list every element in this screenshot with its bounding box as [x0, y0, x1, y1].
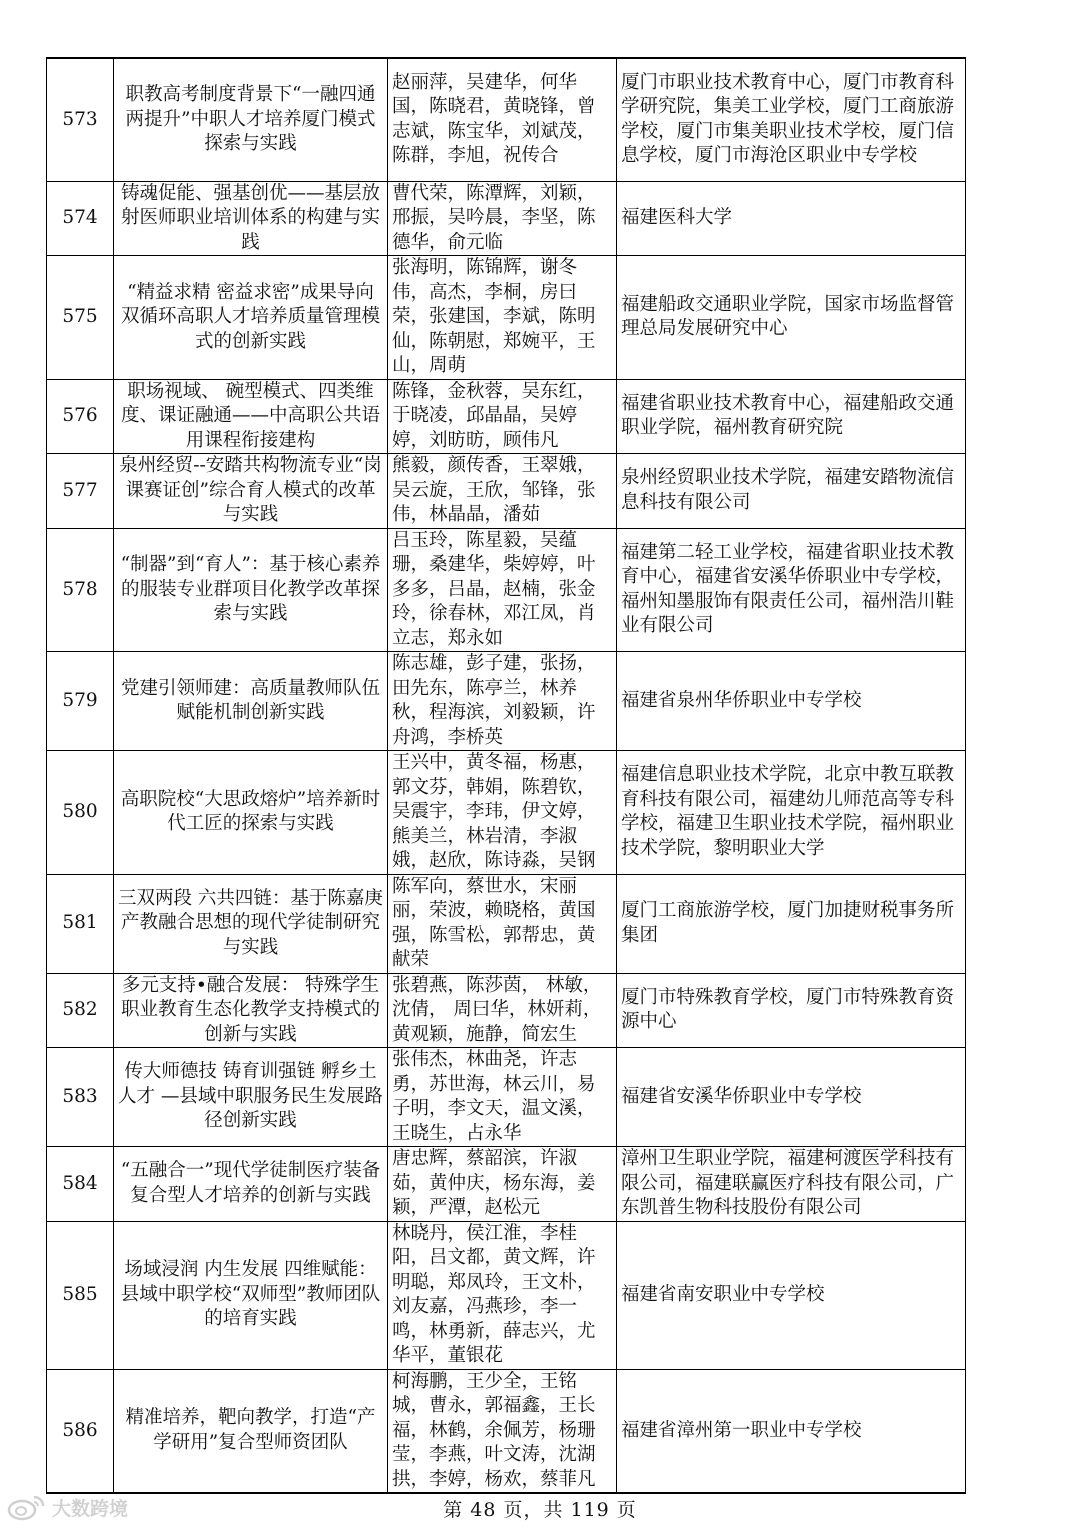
institutions: 厦门市特殊教育学校，厦门市特殊教育资源中心 — [617, 973, 966, 1048]
team-members: 张海明，陈锦辉，谢冬伟，高杰，李桐，房曰荣，张建国，李斌，陈明仙，陈朝慰，郑婉平，王山，周萌 — [388, 256, 617, 380]
team-members: 熊毅，颜传香，王翠娥，吴云旋，王欣，邹锋，张伟，林晶晶，潘茹 — [388, 454, 617, 529]
row-number: 573 — [47, 58, 114, 181]
table-row — [47, 751, 966, 875]
table-row — [47, 454, 966, 529]
row-number: 581 — [47, 874, 114, 973]
page-number-footer: 第 48 页，共 119 页 — [443, 1499, 637, 1521]
team-members: 林晓丹，侯江淮，李桂阳，吕文都，黄文辉，许明聪，郑凤玲，王文朴，刘友嘉，冯燕珍，李一鸣，林勇新，薛志兴，尤华平，董银花 — [388, 1221, 617, 1369]
row-number: 586 — [47, 1369, 114, 1493]
institutions: 泉州经贸职业技术学院，福建安踏物流信息科技有限公司 — [617, 454, 966, 529]
table-row — [47, 1369, 966, 1493]
institutions: 厦门工商旅游学校，厦门加捷财税事务所集团 — [617, 874, 966, 973]
institutions: 厦门市职业技术教育中心，厦门市教育科学研究院，集美工业学校，厦门工商旅游学校，厦门市集美职业技术学校，厦门信息学校，厦门市海沧区职业中专学校 — [617, 58, 966, 181]
project-title: 泉州经贸--安踏共构物流专业“岗课赛证创”综合育人模式的改革与实践 — [114, 454, 388, 529]
institutions: 福建医科大学 — [617, 181, 966, 256]
institutions: 福建省泉州华侨职业中专学校 — [617, 652, 966, 751]
team-members: 张伟杰，林曲尧，许志勇，苏世海，林云川，易子明，李文天，温文溪，王晓生，占永华 — [388, 1048, 617, 1147]
team-members: 陈锋，金秋蓉，吴东红，于晓凌，邱晶晶，吴婷婷，刘昉昉，顾伟凡 — [388, 379, 617, 454]
project-title: 精准培养，靶向教学，打造“产学研用”复合型师资团队 — [114, 1369, 388, 1493]
table-row — [47, 379, 966, 454]
team-members: 曹代荣，陈潭辉，刘颖，邢振，吴吟晨，李坚，陈德华，俞元临 — [388, 181, 617, 256]
team-members: 张碧燕，陈莎茵， 林敏，沈倩， 周曰华，林妍莉，黄观颖，施静，简宏生 — [388, 973, 617, 1048]
row-number: 584 — [47, 1147, 114, 1222]
institutions: 福建省漳州第一职业中专学校 — [617, 1369, 966, 1493]
table-body — [47, 58, 966, 1493]
table-row — [47, 1048, 966, 1147]
row-number: 582 — [47, 973, 114, 1048]
team-members: 陈军向，蔡世水，宋丽丽，荣波，赖晓格，黄国强，陈雪松，郭帮忠，黄献荣 — [388, 874, 617, 973]
project-title: 多元支持•融合发展： 特殊学生职业教育生态化教学支持模式的创新与实践 — [114, 973, 388, 1048]
team-members: 柯海鹏，王少全，王铭城，曹永，郭福鑫，王长福，林鹤，余佩芳，杨珊莹，李燕，叶文涛，沈湖拱，李婷，杨欢，蔡菲凡 — [388, 1369, 617, 1493]
institutions: 福建省安溪华侨职业中专学校 — [617, 1048, 966, 1147]
project-title: 传大师德技 铸育训强链 孵乡土人才 —县域中职服务民生发展路径创新实践 — [114, 1048, 388, 1147]
institutions: 福建省职业技术教育中心，福建船政交通职业学院，福州教育研究院 — [617, 379, 966, 454]
project-title: 职场视域、 碗型模式、四类维度、课证融通——中高职公共语用课程衔接建构 — [114, 379, 388, 454]
project-title: 三双两段 六共四链：基于陈嘉庚产教融合思想的现代学徒制研究与实践 — [114, 874, 388, 973]
projects-table — [46, 57, 966, 1494]
team-members: 唐忠辉，蔡韶滨，许淑茹，黄仲庆，杨东海，姜颖，严潭，赵松元 — [388, 1147, 617, 1222]
row-number: 585 — [47, 1221, 114, 1369]
row-number: 574 — [47, 181, 114, 256]
row-number: 580 — [47, 751, 114, 875]
team-members: 陈志雄，彭子建，张扬，田先东，陈亭兰，林养秋，程海滨，刘毅颖，许舟鸿，李桥英 — [388, 652, 617, 751]
table-row — [47, 58, 966, 181]
table-row — [47, 1147, 966, 1222]
row-number: 576 — [47, 379, 114, 454]
institutions: 漳州卫生职业学院，福建柯渡医学科技有限公司，福建联赢医疗科技有限公司，广东凯普生物科技股份有限公司 — [617, 1147, 966, 1222]
row-number: 578 — [47, 528, 114, 652]
table-row — [47, 256, 966, 380]
institutions: 福建船政交通职业学院，国家市场监督管理总局发展研究中心 — [617, 256, 966, 380]
table-row — [47, 181, 966, 256]
table-row — [47, 1221, 966, 1369]
project-title: “精益求精 密益求密”成果导向双循环高职人才培养质量管理模式的创新实践 — [114, 256, 388, 380]
row-number: 577 — [47, 454, 114, 529]
table-row — [47, 528, 966, 652]
team-members: 赵丽萍，吴建华，何华国，陈晓君，黄晓锋，曾志斌，陈宝华，刘斌茂，陈群，李旭，祝传合 — [388, 58, 617, 181]
watermark-text: 大数跨境 — [52, 1497, 129, 1520]
project-title: 职教高考制度背景下“一融四通两提升”中职人才培养厦门模式探索与实践 — [114, 58, 388, 181]
project-title: 党建引领师建：高质量教师队伍赋能机制创新实践 — [114, 652, 388, 751]
project-title: 高职院校“大思政熔炉”培养新时代工匠的探索与实践 — [114, 751, 388, 875]
institutions: 福建信息职业技术学院，北京中教互联教育科技有限公司，福建幼儿师范高等专科学校，福建卫生职业技术学院，福州职业技术学院，黎明职业大学 — [617, 751, 966, 875]
team-members: 王兴中，黄冬福，杨惠，郭文芬，韩娟，陈碧钦，吴震宇，李玮，伊文婷，熊美兰，林岩清，李淑娥，赵欣，陈诗淼，吴钢 — [388, 751, 617, 875]
institutions: 福建省南安职业中专学校 — [617, 1221, 966, 1369]
project-title: “制器”到“育人”：基于核心素养的服装专业群项目化教学改革探索与实践 — [114, 528, 388, 652]
project-title: “五融合一”现代学徒制医疗装备复合型人才培养的创新与实践 — [114, 1147, 388, 1222]
institutions: 福建第二轻工业学校，福建省职业技术教育中心，福建省安溪华侨职业中专学校，福州知墨服饰有限责任公司，福州浩川鞋业有限公司 — [617, 528, 966, 652]
team-members: 吕玉玲，陈星毅，吴蕴珊，桑建华，柴婷婷，叶多多，吕晶，赵楠，张金玲，徐春林，邓江凤，肖立志，郑永如 — [388, 528, 617, 652]
row-number: 579 — [47, 652, 114, 751]
project-title: 场域浸润 内生发展 四维赋能：县域中职学校“双师型”教师团队的培育实践 — [114, 1221, 388, 1369]
table-row — [47, 652, 966, 751]
row-number: 583 — [47, 1048, 114, 1147]
table-row — [47, 973, 966, 1048]
row-number: 575 — [47, 256, 114, 380]
table-row — [47, 874, 966, 973]
project-title: 铸魂促能、强基创优——基层放射医师职业培训体系的构建与实践 — [114, 181, 388, 256]
